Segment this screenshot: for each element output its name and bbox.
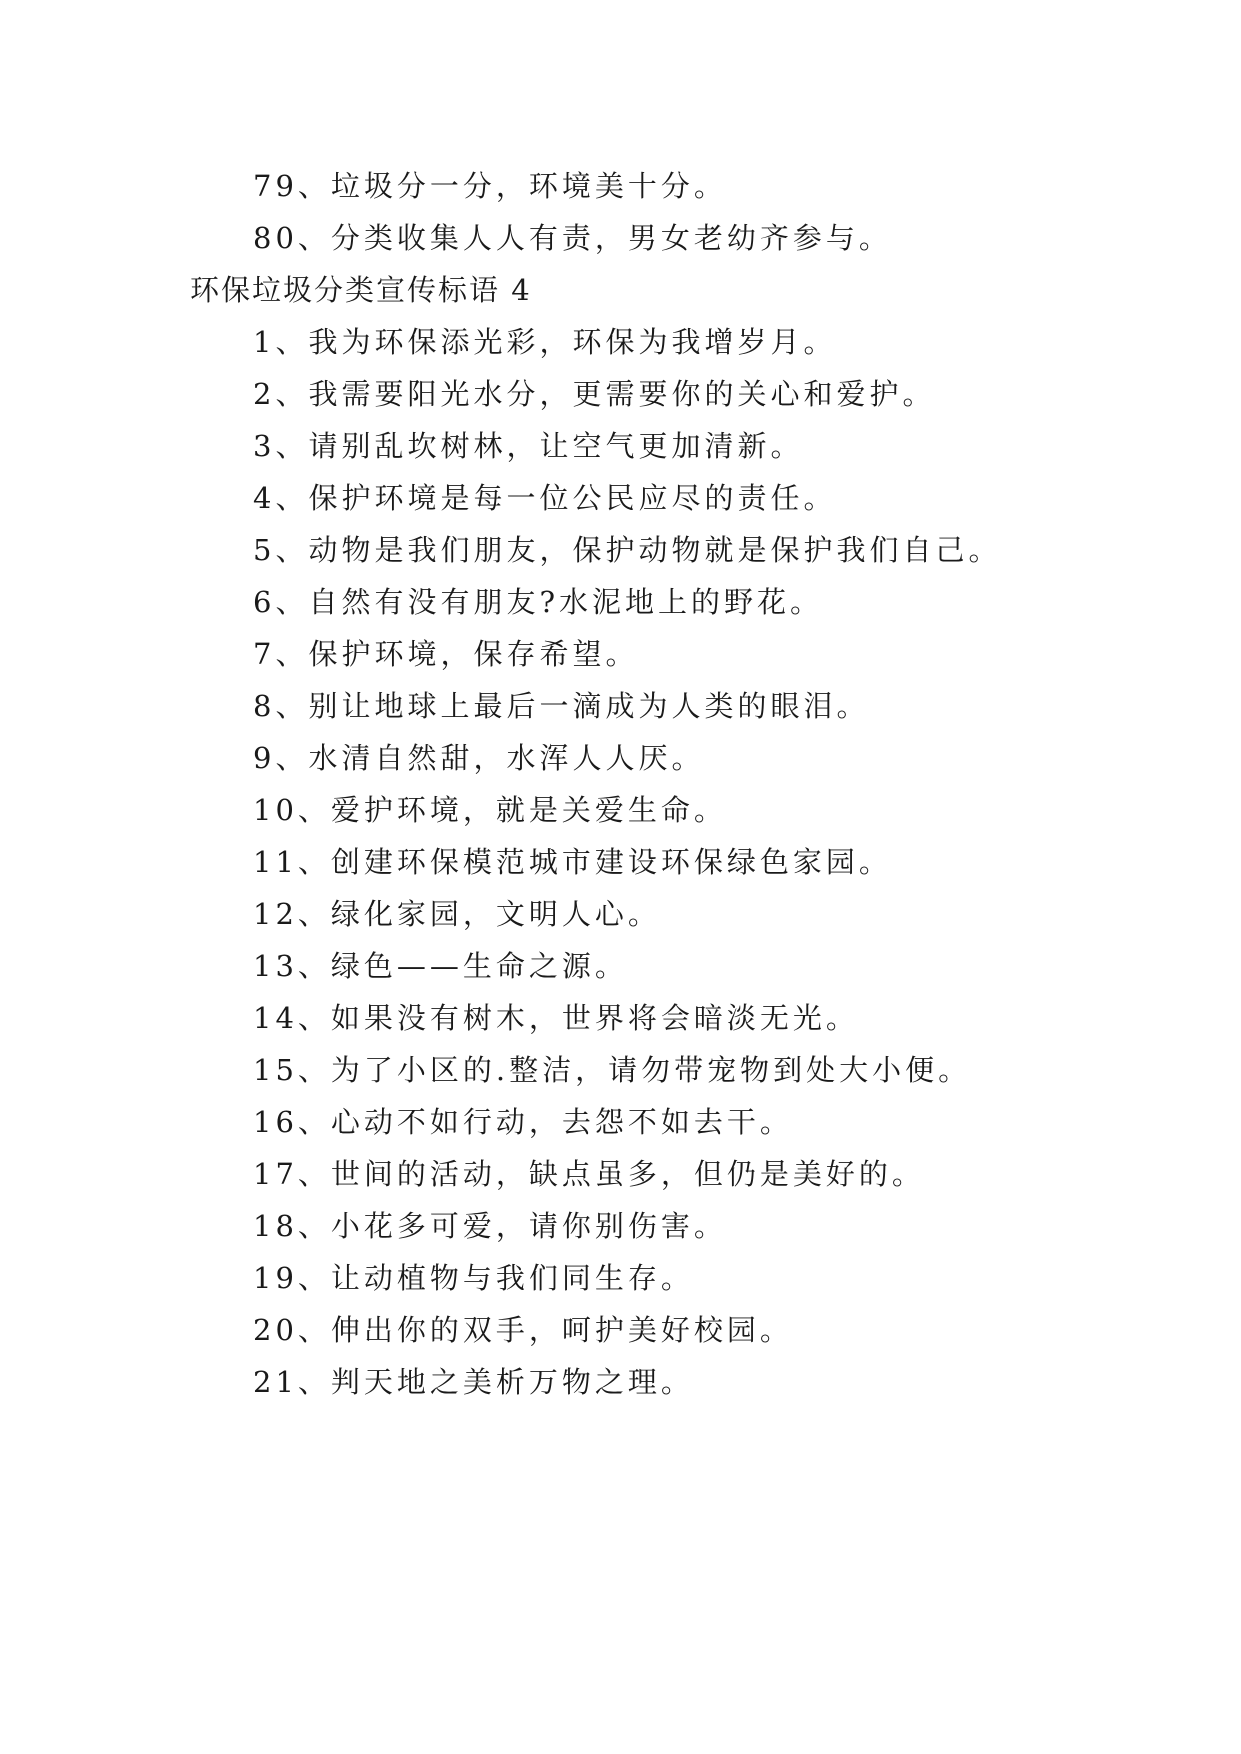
slogan-line: 15、为了小区的.整洁，请勿带宠物到处大小便。 — [253, 1053, 972, 1087]
slogan-line: 18、小花多可爱，请你别伤害。 — [253, 1209, 727, 1243]
slogan-line: 1、我为环保添光彩，环保为我增岁月。 — [253, 325, 837, 359]
slogan-line: 14、如果没有树木，世界将会暗淡无光。 — [253, 1001, 859, 1035]
slogan-line: 8、别让地球上最后一滴成为人类的眼泪。 — [253, 689, 870, 723]
slogan-line: 7、保护环境，保存希望。 — [253, 637, 639, 671]
slogan-line: 21、判天地之美析万物之理。 — [253, 1365, 694, 1399]
slogan-line: 6、自然有没有朋友?水泥地上的野花。 — [253, 585, 823, 619]
slogan-line: 5、动物是我们朋友，保护动物就是保护我们自己。 — [253, 533, 1002, 567]
slogan-line: 20、伸出你的双手，呵护美好校园。 — [253, 1313, 793, 1347]
section-title: 环保垃圾分类宣传标语 4 — [190, 273, 532, 307]
slogan-line: 13、绿色——生命之源。 — [253, 949, 628, 983]
slogan-line: 2、我需要阳光水分，更需要你的关心和爱护。 — [253, 377, 936, 411]
slogan-line: 11、创建环保模范城市建设环保绿色家园。 — [253, 845, 892, 879]
slogan-line: 4、保护环境是每一位公民应尽的责任。 — [253, 481, 837, 515]
slogan-line: 3、请别乱坎树林，让空气更加清新。 — [253, 429, 804, 463]
slogan-line: 19、让动植物与我们同生存。 — [253, 1261, 694, 1295]
slogan-line: 9、水清自然甜，水浑人人厌。 — [253, 741, 705, 775]
slogan-line: 80、分类收集人人有责，男女老幼齐参与。 — [253, 221, 892, 255]
slogan-line: 10、爱护环境，就是关爱生命。 — [253, 793, 727, 827]
slogan-line: 79、垃圾分一分，环境美十分。 — [253, 169, 727, 203]
slogan-line: 17、世间的活动，缺点虽多，但仍是美好的。 — [253, 1157, 925, 1191]
slogan-line: 16、心动不如行动，去怨不如去干。 — [253, 1105, 793, 1139]
slogan-line: 12、绿化家园，文明人心。 — [253, 897, 661, 931]
